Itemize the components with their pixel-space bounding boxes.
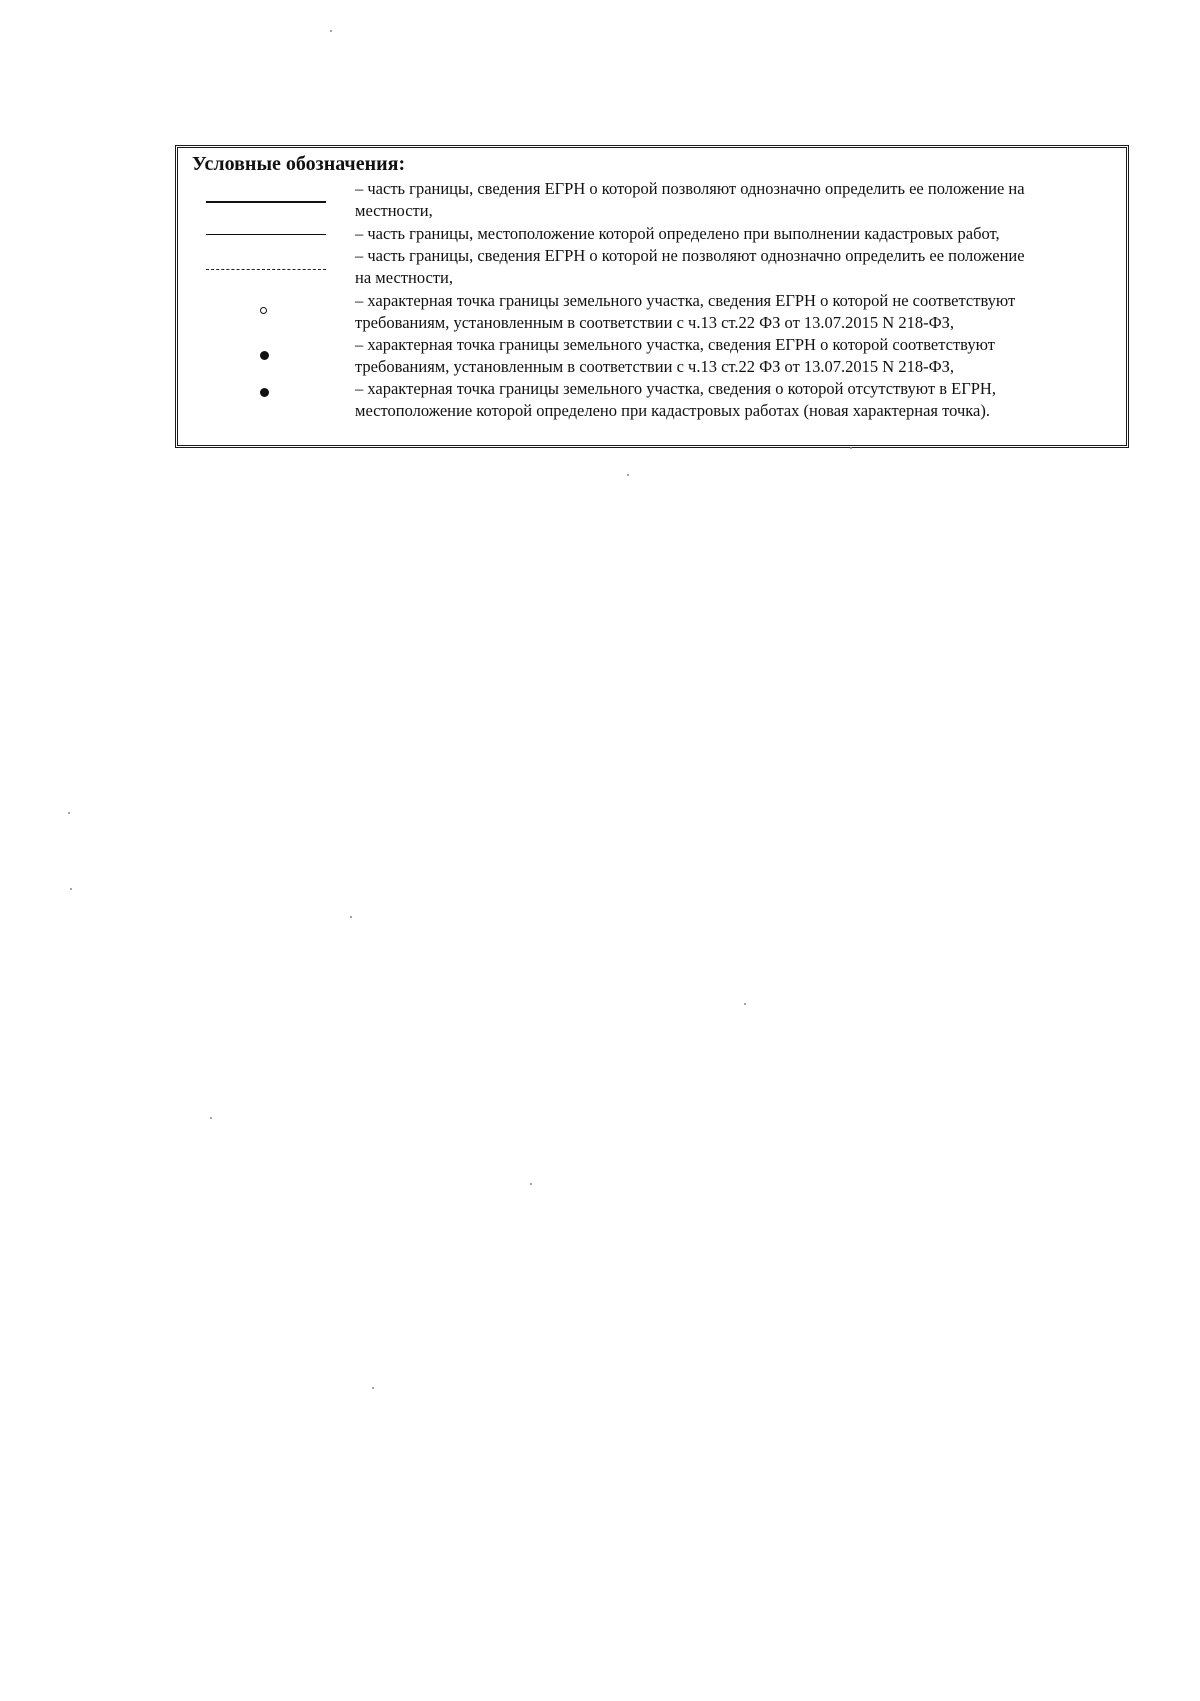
legend-title: Условные обозначения:: [192, 153, 406, 175]
legend-item-text-line: – часть границы, сведения ЕГРН о которой не позволяют однозначно определить ее положение: [355, 246, 1025, 265]
legend-box: [175, 145, 1129, 448]
legend-item-text-line: – характерная точка границы земельного участка, сведения ЕГРН о которой не соответствуют: [355, 291, 1016, 310]
legend-item-text-line: местоположение которой определено при кадастровых работах (новая характерная точка).: [355, 401, 990, 420]
legend-item-text-line: – характерная точка границы земельного участка, сведения ЕГРН о которой соответствуют: [355, 335, 995, 354]
legend-item-text-line: – характерная точка границы земельного участка, сведения о которой отсутствуют в ЕГРН,: [355, 379, 996, 398]
legend-item-text-line: – часть границы, местоположение которой определено при выполнении кадастровых работ,: [355, 224, 1000, 243]
legend-item-text-line: требованиям, установленным в соответствии с ч.13 ст.22 ФЗ от 13.07.2015 N 218-ФЗ,: [355, 357, 954, 376]
legend-item-text-line: на местности,: [355, 268, 453, 287]
legend-item-text-line: требованиям, установленным в соответствии с ч.13 ст.22 ФЗ от 13.07.2015 N 218-ФЗ,: [355, 313, 954, 332]
legend-item-text-line: – часть границы, сведения ЕГРН о которой позволяют однозначно определить ее положение на: [355, 179, 1025, 198]
legend-item-text-line: местности,: [355, 201, 433, 220]
